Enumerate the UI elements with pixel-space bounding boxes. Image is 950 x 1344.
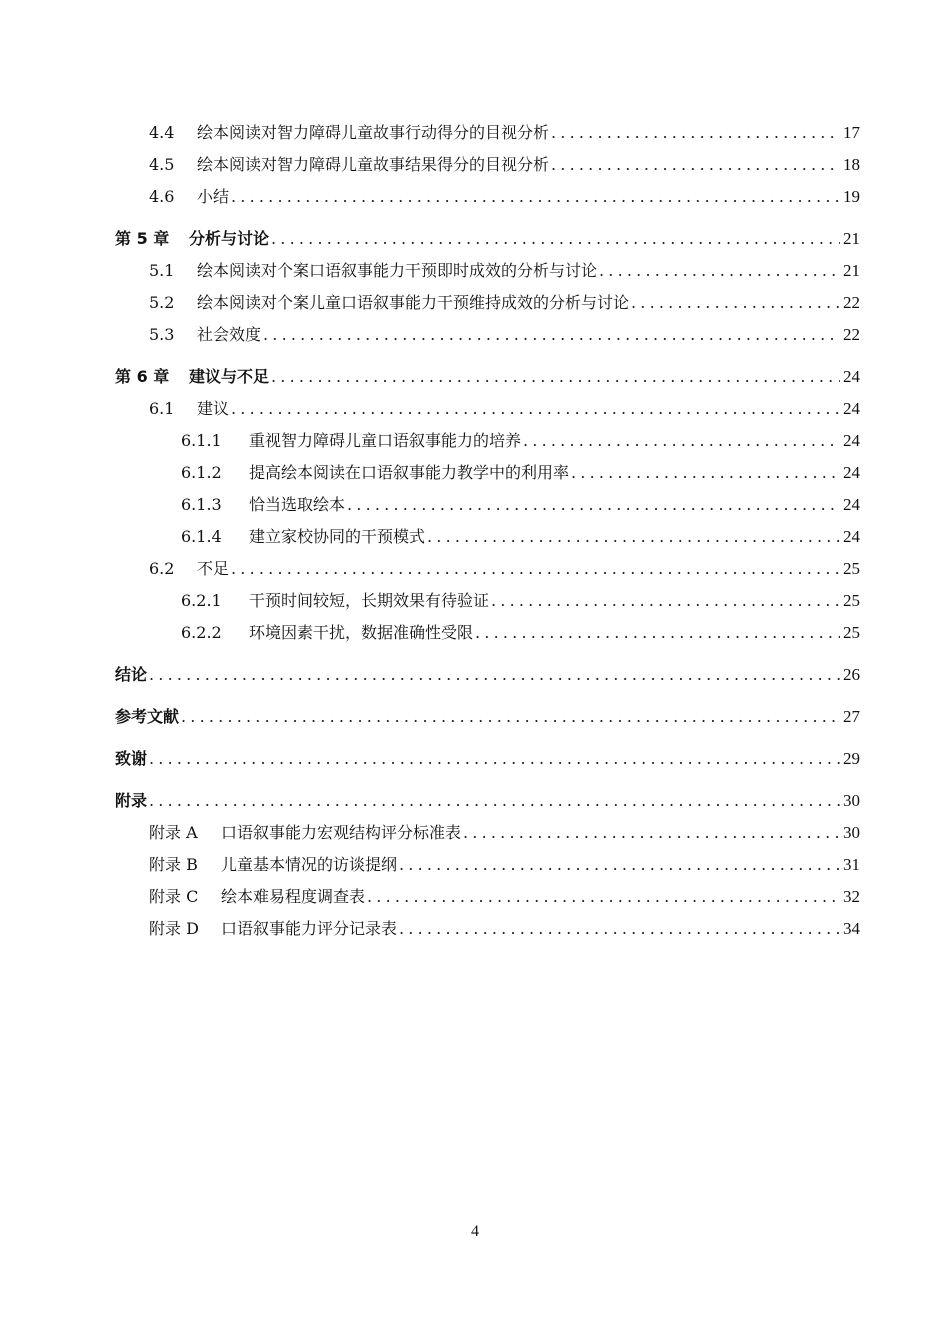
toc-dot-leader <box>463 817 840 849</box>
toc-page-number: 30 <box>843 823 860 842</box>
toc-dot-leader <box>181 701 840 733</box>
toc-entry-title: 致谢 <box>115 749 148 768</box>
toc-entry-number: 附录 A <box>149 823 198 842</box>
toc-dot-leader <box>399 913 840 945</box>
toc-entry-title: 不足 <box>197 559 230 578</box>
toc-section-entry[interactable] <box>115 149 860 181</box>
toc-section-entry[interactable] <box>115 393 860 425</box>
toc-page-number: 24 <box>843 367 860 386</box>
toc-entry-title: 小结 <box>197 187 230 206</box>
toc-entry-number: 5.3 <box>149 325 175 344</box>
toc-page-number: 24 <box>843 431 860 450</box>
toc-page-number: 19 <box>843 187 860 206</box>
toc-section-entry[interactable] <box>115 255 860 287</box>
toc-page-number: 30 <box>843 791 860 810</box>
toc-page-number: 29 <box>843 749 860 768</box>
toc-section-entry[interactable] <box>115 425 860 457</box>
toc-entry-title: 儿童基本情况的访谈提纲 <box>221 855 398 874</box>
toc-entry-number: 5.2 <box>149 293 175 312</box>
toc-dot-leader <box>231 393 840 425</box>
toc-entry-title: 建议 <box>197 399 230 418</box>
toc-chapter-entry[interactable] <box>115 743 860 775</box>
toc-entry-title: 建立家校协同的干预模式 <box>249 527 426 546</box>
toc-entry-title: 建议与不足 <box>189 367 270 386</box>
toc-entry-title: 口语叙事能力宏观结构评分标准表 <box>221 823 462 842</box>
toc-dot-leader <box>367 881 840 913</box>
toc-entry-number: 附录 D <box>149 919 199 938</box>
toc-entry-number: 6.1.4 <box>181 527 222 546</box>
toc-entry-number: 附录 B <box>149 855 198 874</box>
toc-entry-number: 4.6 <box>149 187 175 206</box>
toc-section-entry[interactable] <box>115 553 860 585</box>
toc-page-number: 25 <box>843 591 860 610</box>
toc-page-number: 26 <box>843 665 860 684</box>
toc-section-entry[interactable] <box>115 287 860 319</box>
toc-page-number: 24 <box>843 495 860 514</box>
toc-dot-leader <box>427 521 840 553</box>
toc-entry-number: 6.2.1 <box>181 591 222 610</box>
toc-page-number: 31 <box>843 855 860 874</box>
toc-page-number: 17 <box>843 123 860 142</box>
toc-entry-title: 口语叙事能力评分记录表 <box>221 919 398 938</box>
toc-section-entry[interactable] <box>115 913 860 945</box>
toc-dot-leader <box>347 489 840 521</box>
toc-entry-title: 重视智力障碍儿童口语叙事能力的培养 <box>249 431 522 450</box>
toc-dot-leader <box>271 223 840 255</box>
toc-section-entry[interactable] <box>115 117 860 149</box>
toc-entry-number: 6.1.1 <box>181 431 222 450</box>
toc-section-entry[interactable] <box>115 849 860 881</box>
toc-dot-leader <box>149 659 840 691</box>
toc-section-entry[interactable] <box>115 521 860 553</box>
toc-section-entry[interactable] <box>115 817 860 849</box>
toc-entry-title: 绘本阅读对智力障碍儿童故事结果得分的目视分析 <box>197 155 550 174</box>
toc-entry-number: 6.1.2 <box>181 463 222 482</box>
toc-dot-leader <box>551 149 840 181</box>
toc-entry-number: 4.4 <box>149 123 175 142</box>
toc-dot-leader <box>599 255 840 287</box>
toc-entry-title: 附录 <box>115 791 148 810</box>
toc-entry-number: 4.5 <box>149 155 175 174</box>
toc-dot-leader <box>631 287 840 319</box>
toc-chapter-entry[interactable] <box>115 223 860 255</box>
toc-page-number: 24 <box>843 527 860 546</box>
toc-section-entry[interactable] <box>115 457 860 489</box>
toc-entry-title: 干预时间较短，长期效果有待验证 <box>249 591 490 610</box>
toc-page-number: 25 <box>843 559 860 578</box>
toc-page-number: 22 <box>843 325 860 344</box>
toc-dot-leader <box>263 319 840 351</box>
toc-entry-title: 分析与讨论 <box>189 229 270 248</box>
toc-entry-title: 绘本难易程度调查表 <box>221 887 366 906</box>
table-of-contents <box>115 117 860 945</box>
toc-page-number: 21 <box>843 261 860 280</box>
toc-dot-leader <box>475 617 840 649</box>
toc-entry-number: 6.2 <box>149 559 175 578</box>
toc-dot-leader <box>399 849 840 881</box>
toc-dot-leader <box>149 743 840 775</box>
toc-dot-leader <box>523 425 840 457</box>
toc-page-number: 24 <box>843 463 860 482</box>
toc-section-entry[interactable] <box>115 489 860 521</box>
toc-entry-title: 恰当选取绘本 <box>249 495 346 514</box>
toc-page-number: 34 <box>843 919 860 938</box>
toc-chapter-entry[interactable] <box>115 361 860 393</box>
toc-page-number: 32 <box>843 887 860 906</box>
toc-entry-number: 6.2.2 <box>181 623 222 642</box>
toc-page-number: 27 <box>843 707 860 726</box>
toc-chapter-entry[interactable] <box>115 785 860 817</box>
toc-entry-title: 参考文献 <box>115 707 180 726</box>
toc-section-entry[interactable] <box>115 181 860 213</box>
toc-dot-leader <box>551 117 840 149</box>
toc-chapter-entry[interactable] <box>115 659 860 691</box>
toc-entry-title: 结论 <box>115 665 148 684</box>
toc-entry-title: 绘本阅读对个案儿童口语叙事能力干预维持成效的分析与讨论 <box>197 293 630 312</box>
toc-entry-number: 附录 C <box>149 887 199 906</box>
toc-page-number: 22 <box>843 293 860 312</box>
toc-chapter-entry[interactable] <box>115 701 860 733</box>
toc-entry-number: 第 5 章 <box>115 229 170 248</box>
toc-entry-title: 绘本阅读对个案口语叙事能力干预即时成效的分析与讨论 <box>197 261 598 280</box>
toc-dot-leader <box>271 361 840 393</box>
toc-dot-leader <box>571 457 840 489</box>
toc-dot-leader <box>149 785 840 817</box>
toc-entry-number: 第 6 章 <box>115 367 170 386</box>
toc-dot-leader <box>231 181 840 213</box>
toc-entry-number: 6.1.3 <box>181 495 222 514</box>
toc-entry-title: 社会效度 <box>197 325 262 344</box>
toc-page-number: 18 <box>843 155 860 174</box>
toc-entry-number: 6.1 <box>149 399 175 418</box>
toc-section-entry[interactable] <box>115 617 860 649</box>
toc-entry-title: 环境因素干扰，数据准确性受限 <box>249 623 474 642</box>
toc-entry-title: 提高绘本阅读在口语叙事能力教学中的利用率 <box>249 463 570 482</box>
toc-page-number: 24 <box>843 399 860 418</box>
toc-page-number: 21 <box>843 229 860 248</box>
toc-entry-number: 5.1 <box>149 261 175 280</box>
toc-dot-leader <box>491 585 840 617</box>
page-number: 4 <box>471 1223 479 1240</box>
toc-section-entry[interactable] <box>115 881 860 913</box>
toc-section-entry[interactable] <box>115 319 860 351</box>
toc-section-entry[interactable] <box>115 585 860 617</box>
toc-page-number: 25 <box>843 623 860 642</box>
toc-dot-leader <box>231 553 840 585</box>
toc-entry-title: 绘本阅读对智力障碍儿童故事行动得分的目视分析 <box>197 123 550 142</box>
